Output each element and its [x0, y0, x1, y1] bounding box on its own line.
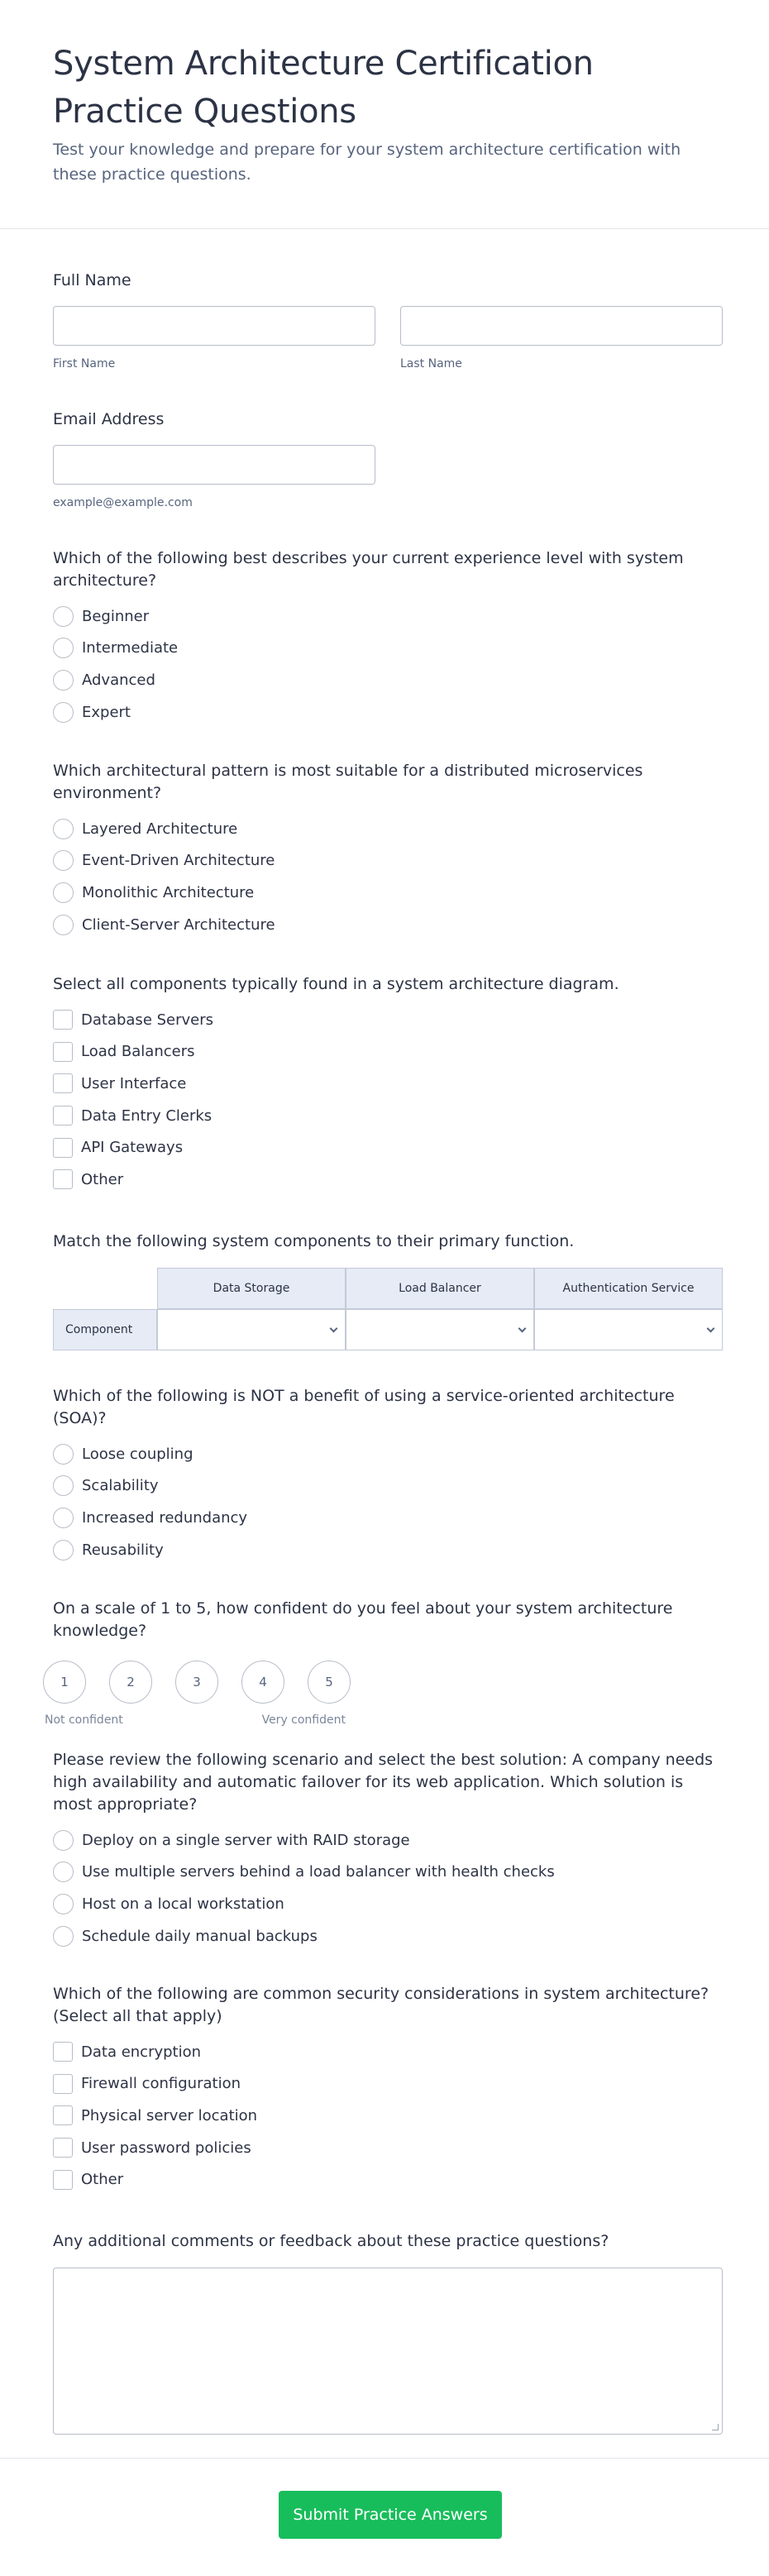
email-input[interactable]: [53, 445, 375, 485]
radio-option[interactable]: [53, 845, 723, 877]
option-label: User Interface: [81, 1074, 187, 1092]
radio-option[interactable]: [53, 877, 723, 909]
option-label: Schedule daily manual backups: [82, 1927, 318, 1945]
scale-option[interactable]: 2: [109, 1661, 152, 1704]
radio-button[interactable]: [53, 702, 74, 723]
radio-option[interactable]: [53, 1534, 723, 1566]
checkbox-option[interactable]: [53, 2036, 723, 2068]
option-label: Physical server location: [81, 2106, 258, 2124]
checkbox[interactable]: [53, 1073, 73, 1093]
matrix-table: [53, 1268, 723, 1350]
first-name-input[interactable]: [53, 306, 375, 346]
soa-question-label: Which of the following is NOT a benefit of using a service-oriented architecture (SOA)?: [53, 1387, 675, 1427]
pattern-question: [53, 760, 723, 940]
option-label: Deploy on a single server with RAID storage: [82, 1831, 410, 1849]
checkbox-option[interactable]: [53, 2132, 723, 2164]
option-label: Monolithic Architecture: [82, 883, 255, 901]
radio-button[interactable]: [53, 1540, 74, 1560]
checkbox[interactable]: [53, 1042, 73, 1062]
chevron-down-icon: [707, 1324, 715, 1332]
scale-min-label: Not confident: [45, 1713, 123, 1727]
experience-options: [53, 600, 723, 728]
option-label: Reusability: [82, 1541, 164, 1559]
checkbox-option[interactable]: [53, 1068, 723, 1100]
option-label: Increased redundancy: [82, 1508, 248, 1527]
radio-button[interactable]: [53, 1508, 74, 1528]
option-label: Beginner: [82, 607, 150, 625]
experience-question: [53, 547, 723, 728]
radio-button[interactable]: [53, 1862, 74, 1882]
soa-question: [53, 1385, 723, 1565]
matrix-question: [53, 1231, 723, 1350]
radio-option[interactable]: [53, 600, 723, 633]
scale-option[interactable]: 5: [308, 1661, 351, 1704]
checkbox-option[interactable]: [53, 2100, 723, 2132]
matrix-column-header: Load Balancer: [346, 1268, 534, 1309]
radio-option[interactable]: [53, 696, 723, 729]
full-name-field: [53, 270, 723, 370]
scenario-question-label: Please review the following scenario and select the best solution: A company needs high availability and automatic failover for its web application. Which solution is most appropriate?: [53, 1751, 714, 1814]
comments-question-label: Any additional comments or feedback about these practice questions?: [53, 2232, 609, 2250]
radio-option[interactable]: [53, 1502, 723, 1534]
radio-button[interactable]: [53, 1830, 74, 1851]
checkbox[interactable]: [53, 1106, 73, 1126]
page-title: System Architecture Certification Practice Questions: [53, 45, 594, 131]
option-label: Host on a local workstation: [82, 1895, 284, 1913]
radio-option[interactable]: [53, 813, 723, 845]
option-label: Other: [81, 2171, 124, 2189]
scale-option[interactable]: 1: [43, 1661, 86, 1704]
option-label: Advanced: [82, 671, 155, 689]
form-footer: [0, 2458, 769, 2576]
checkbox-option[interactable]: [53, 1164, 723, 1196]
scale-option[interactable]: 4: [241, 1661, 284, 1704]
radio-option[interactable]: [53, 1888, 723, 1920]
full-name-label: Full Name: [53, 271, 131, 289]
radio-button[interactable]: [53, 882, 74, 903]
radio-button[interactable]: [53, 1894, 74, 1914]
radio-option[interactable]: [53, 1824, 723, 1857]
checkbox[interactable]: [53, 2138, 73, 2158]
scale-option[interactable]: 3: [175, 1661, 218, 1704]
checkbox-option[interactable]: [53, 1131, 723, 1164]
matrix-column-header: Authentication Service: [534, 1268, 723, 1309]
radio-option[interactable]: [53, 1920, 723, 1952]
radio-option[interactable]: [53, 1470, 723, 1503]
checkbox-option[interactable]: [53, 2068, 723, 2100]
page-subtitle: Test your knowledge and prepare for your system architecture certification with these practice questions.: [53, 141, 681, 184]
option-label: Expert: [82, 703, 131, 721]
last-name-sublabel: Last Name: [400, 357, 462, 370]
option-label: Other: [81, 1170, 124, 1188]
security-question-label: Which of the following are common security considerations in system architecture? (Select all that apply): [53, 1985, 709, 2025]
pattern-question-label: Which architectural pattern is most suitable for a distributed microservices environment?: [53, 762, 643, 802]
radio-button[interactable]: [53, 819, 74, 839]
option-label: Load Balancers: [81, 1043, 195, 1061]
option-label: Data encryption: [81, 2043, 202, 2061]
option-label: Scalability: [82, 1477, 159, 1495]
checkbox[interactable]: [53, 1138, 73, 1158]
submit-button[interactable]: Submit Practice Answers: [279, 2491, 502, 2539]
matrix-row-label: Component: [53, 1309, 157, 1350]
checkbox[interactable]: [53, 2042, 73, 2062]
radio-option[interactable]: [53, 664, 723, 696]
option-label: Database Servers: [81, 1011, 214, 1029]
chevron-down-icon: [330, 1324, 338, 1332]
matrix-dropdown[interactable]: [534, 1309, 723, 1350]
radio-button[interactable]: [53, 638, 74, 658]
option-label: Event-Driven Architecture: [82, 852, 275, 870]
email-sublabel: example@example.com: [53, 496, 193, 509]
last-name-input[interactable]: [400, 306, 723, 346]
checkbox-option[interactable]: [53, 1036, 723, 1068]
experience-question-label: Which of the following best describes your current experience level with system architecture?: [53, 549, 684, 590]
matrix-corner: [53, 1268, 157, 1309]
confidence-question-label: On a scale of 1 to 5, how confident do you feel about your system architecture knowledge?: [53, 1599, 673, 1640]
scenario-question: [53, 1749, 723, 1952]
radio-button[interactable]: [53, 606, 74, 627]
radio-button[interactable]: [53, 1475, 74, 1496]
radio-button[interactable]: [53, 670, 74, 691]
checkbox[interactable]: [53, 1010, 73, 1030]
option-label: Use multiple servers behind a load balancer with health checks: [82, 1863, 555, 1881]
confidence-question: [45, 1598, 723, 1727]
checkbox[interactable]: [53, 1169, 73, 1189]
option-label: Firewall configuration: [81, 2075, 241, 2093]
form-header: [0, 0, 769, 229]
matrix-column-header: Data Storage: [157, 1268, 346, 1309]
checkbox-option[interactable]: [53, 1100, 723, 1132]
option-label: Client-Server Architecture: [82, 915, 275, 934]
resize-handle-icon[interactable]: [712, 2424, 719, 2430]
components-question: [53, 973, 723, 1196]
radio-option[interactable]: [53, 1438, 723, 1470]
chevron-down-icon: [518, 1324, 527, 1332]
first-name-sublabel: First Name: [53, 357, 116, 370]
checkbox[interactable]: [53, 2170, 73, 2190]
radio-option[interactable]: [53, 633, 723, 665]
checkbox-option[interactable]: [53, 1004, 723, 1036]
matrix-dropdown[interactable]: [346, 1309, 534, 1350]
checkbox[interactable]: [53, 2074, 73, 2094]
comments-question: [53, 2230, 723, 2435]
email-label: Email Address: [53, 410, 165, 428]
matrix-dropdown[interactable]: [157, 1309, 346, 1350]
option-label: API Gateways: [81, 1139, 184, 1157]
radio-button[interactable]: [53, 915, 74, 935]
radio-button[interactable]: [53, 1444, 74, 1465]
email-field: [53, 409, 723, 509]
security-question: [53, 1983, 723, 2196]
option-label: Intermediate: [82, 639, 179, 657]
option-label: Data Entry Clerks: [81, 1106, 213, 1125]
radio-option[interactable]: [53, 909, 723, 941]
scale-max-label: Very confident: [261, 1713, 346, 1727]
option-label: Layered Architecture: [82, 820, 238, 838]
option-label: User password policies: [81, 2139, 251, 2157]
components-question-label: Select all components typically found in a system architecture diagram.: [53, 975, 619, 993]
confidence-scale: [43, 1661, 723, 1704]
radio-option[interactable]: [53, 1857, 723, 1889]
radio-button[interactable]: [53, 1926, 74, 1947]
radio-button[interactable]: [53, 850, 74, 871]
matrix-question-label: Match the following system components to their primary function.: [53, 1232, 575, 1250]
checkbox[interactable]: [53, 2105, 73, 2125]
comments-textarea[interactable]: [53, 2268, 723, 2435]
checkbox-option[interactable]: [53, 2163, 723, 2196]
option-label: Loose coupling: [82, 1445, 193, 1463]
